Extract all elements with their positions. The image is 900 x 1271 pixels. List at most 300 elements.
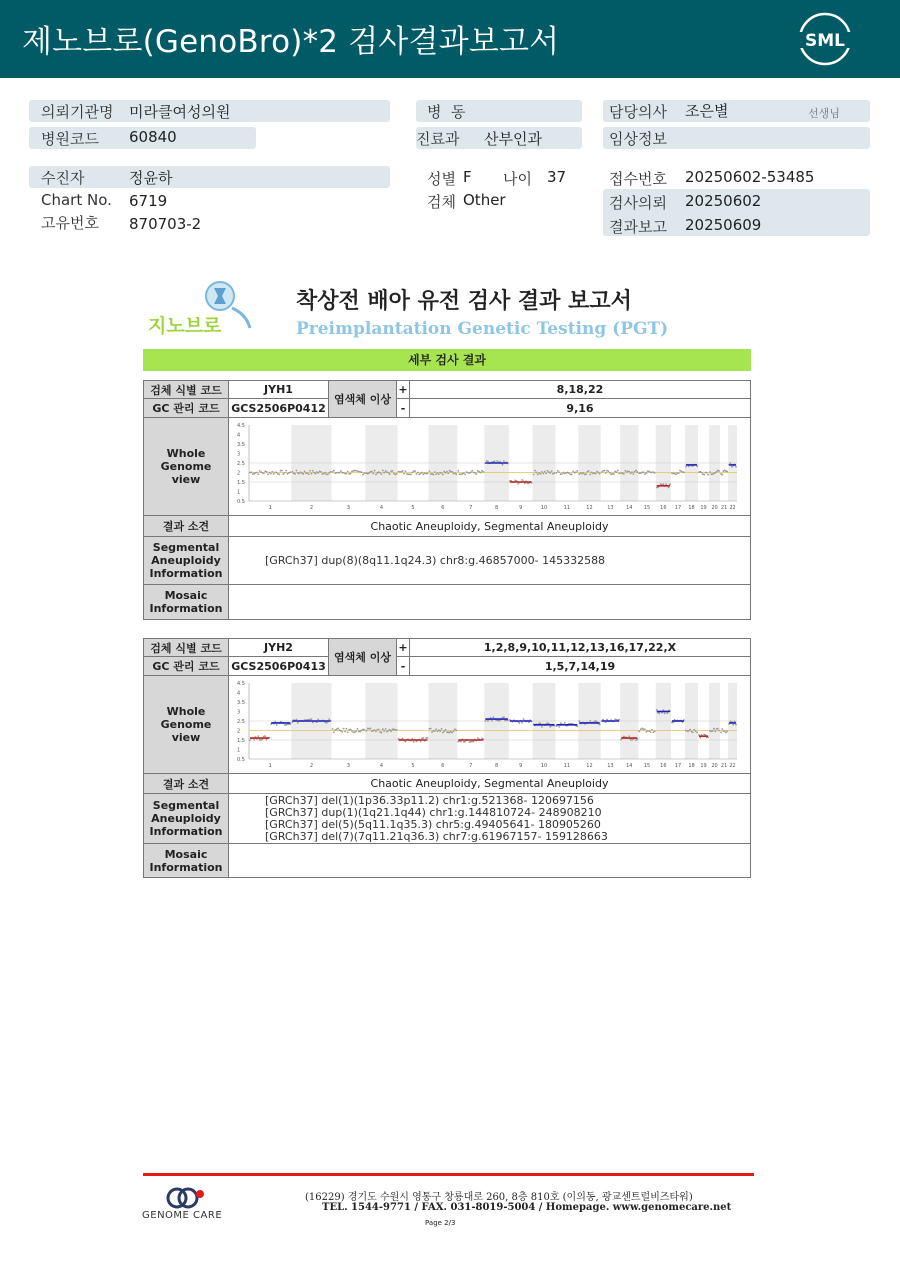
copy-number-point [317, 718, 319, 720]
copy-number-point [503, 716, 505, 718]
sample-id-value: JYH2 [229, 638, 329, 657]
y-tick-label: 1 [237, 747, 241, 754]
copy-number-point [345, 473, 347, 475]
x-tick-label: 12 [586, 763, 593, 769]
copy-number-point [632, 473, 634, 475]
loss-value: 1,5,7,14,19 [410, 657, 751, 676]
copy-number-point [735, 466, 737, 468]
copy-number-point [585, 473, 587, 475]
chart-label: Chart No. [41, 191, 112, 209]
hospital-code-value: 60840 [129, 128, 177, 146]
segmental-line: [GRCh37] dup(8)(8q11.1q24.3) chr8:g.46857000- 145332588 [265, 554, 606, 567]
loss-sign: - [397, 399, 410, 418]
copy-number-point [276, 472, 278, 474]
x-tick-label: 13 [607, 763, 614, 769]
copy-number-point [696, 731, 698, 733]
copy-number-point [383, 472, 385, 474]
copy-number-point [422, 737, 424, 739]
x-tick-label: 14 [626, 763, 633, 769]
copy-number-point [480, 472, 482, 474]
copy-number-point [613, 473, 615, 475]
whole-genome-cell [229, 676, 751, 774]
copy-number-point [523, 718, 525, 720]
copy-number-point [347, 471, 349, 473]
copy-number-point [464, 474, 466, 476]
copy-number-point [457, 470, 459, 472]
copy-number-point [429, 470, 431, 472]
copy-number-point [381, 732, 383, 734]
genobro-logo-icon [146, 278, 258, 338]
x-tick-label: 7 [469, 505, 473, 511]
y-tick-label: 3.5 [237, 700, 245, 706]
copy-number-point [257, 735, 259, 737]
copy-number-point [249, 739, 251, 741]
copy-number-point [451, 471, 453, 473]
copy-number-point [337, 728, 339, 730]
copy-number-point [403, 473, 405, 475]
copy-number-point [416, 473, 418, 475]
x-tick-label: 6 [441, 505, 445, 511]
copy-number-point [263, 473, 265, 475]
x-tick-label: 14 [626, 505, 633, 511]
copy-number-point [327, 473, 329, 475]
copy-number-point [330, 471, 332, 473]
copy-number-point [650, 731, 652, 733]
copy-number-point [340, 730, 342, 732]
company-name: GENOME CARE [142, 1210, 223, 1221]
copy-number-point [289, 471, 291, 473]
copy-number-point [712, 730, 714, 732]
report-title-ko: 착상전 배아 유전 검사 결과 보고서 [296, 289, 632, 314]
copy-number-point [537, 474, 539, 476]
copy-number-point [414, 470, 416, 472]
segmental-line: [GRCh37] dup(1)(1q21.1q44) chr1:g.144810724- 248908210 [265, 806, 602, 819]
ward-label: 병 동 [427, 103, 466, 121]
copy-number-point [630, 473, 632, 475]
copy-number-point [707, 474, 709, 476]
copy-number-point [455, 729, 457, 731]
sample-id-value: JYH1 [229, 380, 329, 399]
dept-value: 산부인과 [484, 130, 542, 148]
sample-id-label: 검체 식별 코드 [143, 638, 229, 657]
copy-number-point [518, 722, 520, 724]
report-title-en: Preimplantation Genetic Testing (PGT) [296, 319, 669, 339]
copy-number-point [441, 472, 443, 474]
copy-number-point [541, 726, 543, 728]
copy-number-point [496, 460, 498, 462]
copy-number-point [494, 460, 496, 462]
copy-number-point [427, 472, 429, 474]
x-tick-label: 8 [495, 763, 499, 769]
copy-number-point [455, 473, 457, 475]
copy-number-point [554, 472, 556, 474]
copy-number-point [572, 471, 574, 473]
copy-number-point [502, 464, 504, 466]
copy-number-point [709, 471, 711, 473]
copy-number-point [368, 472, 370, 474]
copy-number-point [558, 471, 560, 473]
copy-number-point [599, 724, 601, 726]
sml-logo-text: SML [805, 31, 845, 51]
x-tick-label: 1 [268, 505, 272, 511]
copy-number-point [571, 473, 573, 475]
sample-table-2 [143, 638, 751, 878]
copy-number-point [576, 470, 578, 472]
x-tick-label: 2 [309, 505, 314, 511]
finding-value: Chaotic Aneuploidy, Segmental Aneuploidy [229, 516, 751, 537]
x-tick-label: 15 [643, 763, 651, 769]
copy-number-point [437, 472, 439, 474]
copy-number-point [654, 472, 656, 474]
copy-number-point [332, 471, 334, 473]
y-tick-label: 2 [237, 470, 241, 477]
specimen-label: 검체 [427, 193, 456, 211]
x-tick-label: 17 [674, 505, 682, 511]
x-tick-label: 11 [563, 763, 571, 769]
y-tick-label: 2 [237, 728, 241, 735]
x-tick-label: 7 [469, 763, 473, 769]
copy-number-point [343, 728, 345, 730]
x-tick-label: 12 [586, 505, 593, 511]
age-value: 37 [547, 168, 567, 186]
copy-number-point [564, 722, 566, 724]
copy-number-point [296, 719, 298, 721]
copy-number-point [284, 472, 286, 474]
copy-number-point [595, 473, 597, 475]
specimen-value: Other [463, 191, 506, 209]
copy-number-point [363, 472, 365, 474]
copy-number-point [540, 722, 542, 724]
copy-number-point [624, 470, 626, 472]
mosaic-value [229, 585, 751, 620]
copy-number-point [604, 470, 606, 472]
copy-number-point [463, 472, 465, 474]
copy-number-point [541, 471, 543, 473]
copy-number-point [339, 472, 341, 474]
copy-number-point [411, 471, 413, 473]
copy-number-point [734, 721, 736, 723]
copy-number-point [556, 725, 558, 727]
copy-number-point [382, 728, 384, 730]
copy-number-point [547, 470, 549, 472]
sex-label: 성별 [427, 170, 456, 188]
x-tick-label: 20 [711, 505, 718, 511]
copy-number-point [430, 728, 432, 730]
page-number: Page 2/3 [425, 1219, 456, 1227]
x-tick-label: 21 [720, 505, 728, 511]
finding-label: 결과 소견 [143, 774, 229, 794]
copy-number-point [374, 470, 376, 472]
copy-number-point [446, 471, 448, 473]
segmental-line: [GRCh37] del(1)(1p36.33p11.2) chr1:g.521368- 120697156 [265, 794, 594, 807]
copy-number-point [304, 470, 306, 472]
x-tick-label: 6 [441, 763, 445, 769]
copy-number-point [311, 718, 313, 720]
segmental-value [229, 537, 751, 585]
copy-number-point [256, 472, 258, 474]
y-tick-label: 0.5 [237, 757, 245, 763]
copy-number-point [713, 728, 715, 730]
copy-number-point [291, 471, 293, 473]
gain-sign: + [397, 380, 410, 399]
copy-number-point [665, 483, 667, 485]
copy-number-point [371, 471, 373, 473]
copy-number-point [308, 473, 310, 475]
copy-number-point [257, 473, 259, 475]
genome-care-logo-icon [142, 1186, 232, 1210]
footer-contact: TEL. 1544-9771 / FAX. 031-8019-5004 / Homepage. www.genomecare.net [322, 1202, 732, 1213]
clinical-label: 임상정보 [609, 130, 667, 148]
gain-sign: + [397, 638, 410, 657]
copy-number-point [721, 474, 723, 476]
whole-genome-chart [235, 679, 743, 771]
copy-number-point [361, 471, 363, 473]
copy-number-point [628, 735, 630, 737]
copy-number-point [470, 471, 472, 473]
copy-number-point [689, 729, 691, 731]
copy-number-point [413, 741, 415, 743]
footer-address: (16229) 경기도 수원시 영통구 창룡대로 260, 8층 810호 (이의동, 광교센트럴비즈타워) [305, 1192, 693, 1203]
copy-number-point [365, 730, 367, 732]
copy-number-point [575, 471, 577, 473]
copy-number-point [730, 462, 732, 464]
copy-number-point [370, 728, 372, 730]
y-tick-label: 2.5 [237, 719, 245, 725]
copy-number-point [683, 471, 685, 473]
copy-number-point [643, 471, 645, 473]
copy-number-point [298, 473, 300, 475]
copy-number-point [379, 472, 381, 474]
copy-number-point [718, 470, 720, 472]
copy-number-point [396, 473, 398, 475]
copy-number-point [561, 473, 563, 475]
copy-number-point [576, 726, 578, 728]
copy-number-point [410, 474, 412, 476]
copy-number-point [266, 739, 268, 741]
section-title: 세부 검사 결과 [143, 349, 751, 371]
copy-number-point [699, 737, 701, 739]
report-date: 20250609 [685, 216, 762, 234]
copy-number-point [341, 731, 343, 733]
copy-number-point [589, 720, 591, 722]
copy-number-point [421, 472, 423, 474]
copy-number-point [382, 470, 384, 472]
x-tick-label: 16 [660, 763, 667, 769]
copy-number-point [609, 472, 611, 474]
gc-code-label: GC 관리 코드 [143, 399, 229, 418]
copy-number-point [556, 472, 558, 474]
x-tick-label: 5 [411, 763, 415, 769]
whole-genome-cell [229, 418, 751, 516]
copy-number-point [402, 470, 404, 472]
y-tick-label: 1.5 [237, 480, 245, 486]
copy-number-point [492, 716, 494, 718]
copy-number-point [678, 472, 680, 474]
copy-number-point [402, 738, 404, 740]
whole-genome-chart [235, 421, 743, 513]
copy-number-point [636, 471, 638, 473]
gc-code-value: GCS2506P0413 [229, 657, 329, 676]
copy-number-point [392, 470, 394, 472]
copy-number-point [374, 729, 376, 731]
x-tick-label: 19 [700, 763, 707, 769]
x-tick-label: 22 [729, 763, 736, 769]
copy-number-point [578, 720, 580, 722]
copy-number-point [589, 474, 591, 476]
segmental-line: [GRCh37] del(5)(5q11.1q35.3) chr5:g.49405641- 180905260 [265, 818, 601, 831]
copy-number-point [437, 730, 439, 732]
footer-divider [143, 1173, 754, 1176]
copy-number-point [357, 728, 359, 730]
copy-number-point [278, 473, 280, 475]
copy-number-point [451, 732, 453, 734]
copy-number-point [588, 470, 590, 472]
copy-number-point [405, 741, 407, 743]
copy-number-point [666, 712, 668, 714]
segmental-value [229, 794, 751, 844]
copy-number-point [484, 720, 486, 722]
copy-number-point [250, 471, 252, 473]
request-date: 20250602 [685, 192, 762, 210]
chart-no: 6719 [129, 192, 168, 210]
copy-number-point [282, 473, 284, 475]
copy-number-point [688, 730, 690, 732]
copy-number-point [344, 731, 346, 733]
copy-number-point [623, 473, 625, 475]
copy-number-point [422, 473, 424, 475]
x-tick-label: 4 [379, 763, 384, 769]
copy-number-point [475, 473, 477, 475]
sample-id-label: 검체 식별 코드 [143, 380, 229, 399]
copy-number-point [542, 473, 544, 475]
copy-number-point [675, 473, 677, 475]
x-tick-label: 21 [720, 763, 728, 769]
copy-number-point [664, 713, 666, 715]
copy-number-point [644, 473, 646, 475]
copy-number-point [645, 472, 647, 474]
copy-number-point [644, 728, 646, 730]
x-tick-label: 2 [309, 763, 314, 769]
chrom-abn-label: 염색체 이상 [329, 638, 397, 676]
x-tick-label: 9 [519, 763, 523, 769]
y-tick-label: 0.5 [237, 499, 245, 505]
copy-number-point [253, 739, 255, 741]
copy-number-point [375, 731, 377, 733]
copy-number-point [517, 483, 519, 485]
copy-number-point [438, 473, 440, 475]
copy-number-point [685, 466, 687, 468]
copy-number-point [285, 470, 287, 472]
copy-number-point [724, 730, 726, 732]
copy-number-point [427, 737, 429, 739]
copy-number-point [442, 474, 444, 476]
copy-number-point [654, 730, 656, 732]
copy-number-point [389, 473, 391, 475]
mosaic-value [229, 844, 751, 878]
institution-value: 미라클여성의원 [129, 103, 231, 121]
y-tick-label: 1 [237, 489, 241, 496]
copy-number-point [324, 472, 326, 474]
copy-number-point [717, 728, 719, 730]
copy-number-point [362, 474, 364, 476]
finding-label: 결과 소견 [143, 516, 229, 537]
copy-number-point [578, 473, 580, 475]
copy-number-point [533, 474, 535, 476]
copy-number-point [582, 472, 584, 474]
copy-number-point [442, 732, 444, 734]
doctor-suffix: 선생님 [808, 107, 840, 120]
copy-number-point [416, 741, 418, 743]
copy-number-point [351, 730, 353, 732]
copy-number-point [375, 474, 377, 476]
x-tick-label: 13 [607, 505, 614, 511]
copy-number-point [435, 473, 437, 475]
gc-code-label: GC 관리 코드 [143, 657, 229, 676]
y-tick-label: 4.5 [237, 423, 245, 429]
copy-number-point [599, 473, 601, 475]
copy-number-point [658, 712, 660, 714]
copy-number-point [385, 470, 387, 472]
loss-value: 9,16 [410, 399, 751, 418]
y-tick-label: 1.5 [237, 738, 245, 744]
copy-number-point [296, 470, 298, 472]
copy-number-point [551, 470, 553, 472]
x-tick-label: 8 [495, 505, 499, 511]
receipt-label: 접수번호 [609, 170, 667, 188]
copy-number-point [445, 729, 447, 731]
page-title: 제노브로(GenoBro)*2 검사결과보고서 [22, 24, 560, 60]
copy-number-point [294, 473, 296, 475]
copy-number-point [726, 730, 728, 732]
copy-number-point [721, 728, 723, 730]
copy-number-point [460, 741, 462, 743]
copy-number-point [535, 472, 537, 474]
copy-number-point [628, 471, 630, 473]
copy-number-point [503, 460, 505, 462]
whole-genome-label: Whole Genome view [143, 676, 229, 774]
copy-number-point [726, 471, 728, 473]
copy-number-point [635, 470, 637, 472]
copy-number-point [443, 471, 445, 473]
copy-number-point [390, 730, 392, 732]
copy-number-point [703, 474, 705, 476]
copy-number-point [668, 487, 670, 489]
y-tick-label: 4 [237, 690, 241, 697]
copy-number-point [439, 730, 441, 732]
copy-number-point [549, 726, 551, 728]
copy-number-point [669, 483, 671, 485]
sex-value: F [463, 168, 472, 186]
copy-number-point [317, 472, 319, 474]
finding-value: Chaotic Aneuploidy, Segmental Aneuploidy [229, 774, 751, 794]
y-tick-label: 3 [237, 709, 241, 716]
gc-code-value: GCS2506P0412 [229, 399, 329, 418]
copy-number-point [521, 479, 523, 481]
x-tick-label: 18 [688, 763, 695, 769]
copy-number-point [731, 466, 733, 468]
copy-number-point [333, 470, 335, 472]
copy-number-point [311, 473, 313, 475]
copy-number-point [328, 718, 330, 720]
x-tick-label: 1 [268, 763, 272, 769]
copy-number-point [443, 730, 445, 732]
copy-number-point [345, 728, 347, 730]
x-tick-label: 17 [674, 763, 682, 769]
copy-number-point [714, 730, 716, 732]
copy-number-point [267, 473, 269, 475]
copy-number-point [315, 473, 317, 475]
copy-number-point [651, 729, 653, 731]
